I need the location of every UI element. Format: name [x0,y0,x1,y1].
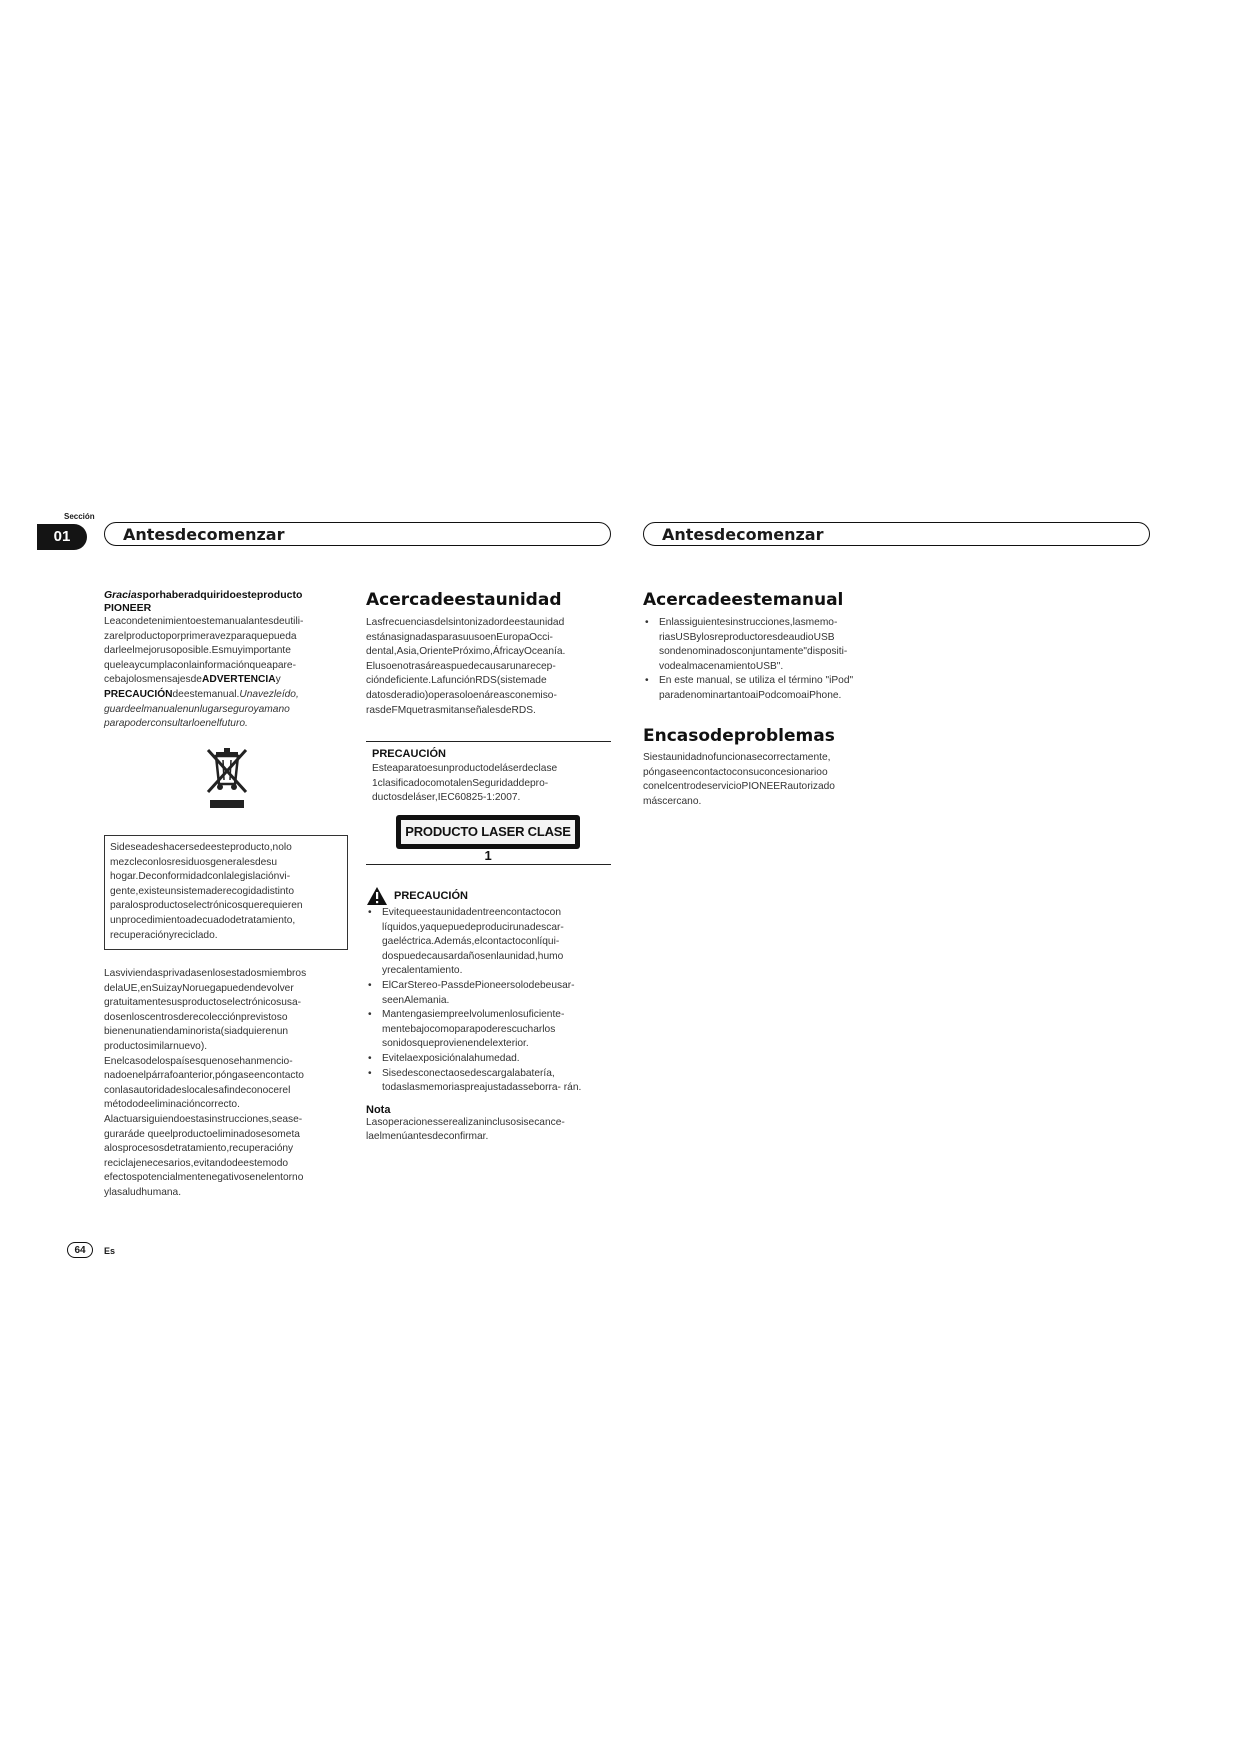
caution-item: • Evitelaexposiciónalahumedad. [366,1052,601,1067]
brand-name: PIONEER [104,602,152,614]
warning-triangle-icon [366,886,388,906]
col1-para-2: Enelcasodelospaísesquenosehanmencio- nadoenelpárrafoanterior,póngaseencontacto conlasautoridadeslocalesafindeconocerel métododeeliminacióncorrecto. [104,1055,304,1111]
troubleshooting-paragraph: Siestaunidadnofuncionasecorrectamente, póngaseencontactoconsuconcesionarioo conelcentrodeservicioPIONEERautorizado máscercano. [643,752,835,807]
caution-heading [366,886,601,906]
col1-para-1: Lasviviendasprivadasenlosestadosmiembros delaUE,enSuizayNoruegapuedendevolver gratuitamentesusproductoselectrónicosusa- dosenloscentrosderecolecciónprevistoso bienenunatiendaminorista(siadquierenun productosimilarnuevo). [104,968,307,1052]
intro-text-b: deestemanual. [172,688,240,700]
section-number-badge: 01 [37,524,87,550]
heading-about-manual: Acercadeestemanual [643,590,844,610]
caution-section [366,886,601,1145]
intro-italic-note: Unavezleído, guardeelmanualenunlugarseguroyamano parapoderconsultarloenelfuturo. [104,688,299,730]
note-title: Nota [366,1103,391,1116]
heading-troubleshooting: Encasodeproblemas [643,726,835,746]
caution-title: PRECAUCIÓN [394,890,468,902]
manual-note-item: • Enlassiguientesinstrucciones,lasmemo- riasUSBylosreproductoresdeaudioUSB sondenominadosconjuntamente"dispositi- vodealmacenamientoUSB". [643,616,883,674]
language-code: Es [104,1246,116,1256]
header-title-left: Antesdecomenzar [104,522,611,546]
disposal-notice-box [104,835,348,950]
section-label: Sección [64,512,95,521]
laser-caution-title: PRECAUCIÓN [372,748,446,760]
manual-notes-list [643,616,883,704]
caution-item: • Evitequeestaunidadentreencontactocon líquidos,yaquepuedeproducirunadescar- gaeléctrica.Además,elcontactoconlíqui- dospuedecausardañosenlaunidad,humo yrecalentamiento. [366,906,601,979]
col1-paragraphs [104,967,336,1201]
heading-about-unit: Acercadeestaunidad [366,590,562,610]
crossed-bin-icon [204,746,250,810]
thanks-italic: Gracias [104,589,143,601]
manual-note-item: • En este manual, se utiliza el término "iPod" paradenominartantoaiPodcomoaiPhone. [643,674,883,703]
col1-intro [104,589,336,732]
note-text: Lasoperacionesserealizaninclusosisecance- laelmenúantesdeconfirmar. [366,1116,565,1143]
caution-item: • Mantengasiempreelvolumenlosuficiente- mentebajocomoparapoderescucharlos sonidosqueprovienendelexterior. [366,1008,601,1052]
thanks-rest: porhaberadquiridoesteproducto [142,589,303,601]
intro-warning-term: ADVERTENCIA [201,674,276,686]
laser-class-label: PRODUCTO LASER CLASE 1 [401,820,575,844]
header-title-right: Antesdecomenzar [643,522,1150,546]
intro-caution-term: PRECAUCIÓN [104,688,173,700]
intro-paragraph [104,615,336,732]
about-unit-paragraph: Lasfrecuenciasdelsintonizadordeestaunidad estánasignadasparasuusoenEuropaOcci- dental,Asia,OrientePróximo,ÁfricayOceanía. Elusoenotrasáreaspuedecausarunarecep- cióndeficiente.LafunciónRDS(sistemade datosderadio)operasoloenáreasconemiso- rasdeFMquetrasmitanseñalesdeRDS. [366,617,566,716]
caution-list [366,906,601,1096]
laser-class-badge [396,815,580,863]
disposal-notice-text: Sideseadeshacersedeesteproducto,nolo mezcleconlosresiduosgeneralesdesu hogar.Deconformidadconlalegislaciónvi- gente,existeunsistemaderecogidadistinto paralosproductoselectrónicosquerequieren unprocedimientoadecuadodetratamiento, recuperaciónyreciclado. [110,842,303,941]
caution-item: • ElCarStereo-PassdePioneersolodebeusar- seenAlemania. [366,979,601,1008]
laser-caution-text: Esteaparatoesunproductodeláserdeclase 1clasificadocomotalenSeguridaddepro- ductosdeláser,IEC60825-1:2007. [372,763,558,804]
thanks-heading [104,589,336,615]
page-number: 64 [67,1242,93,1258]
intro-and: y [275,674,281,686]
col1-para-3: Alactuarsiguiendoestasinstrucciones,sease- guraráde queelproductoeliminadosesometa alosprocesosdetratamiento,recuperacióny reciclajenecesarios,evitandodeestemodo efectospotencialmentenegativosenelentorno ylasaludhumana. [104,1113,304,1198]
intro-text-a: Leacondetenimientoestemanualantesdeutili- zarelproductoporprimeravezparaquepueda darleelmejorusoposible.Esmuyimportante queleaycumplaconlainformaciónqueapare- cebajolosmensajesde [104,616,304,686]
caution-item: • Sisedesconectaosedescargalabatería, todaslasmemoriaspreajustadasseborra- rán. [366,1067,601,1096]
